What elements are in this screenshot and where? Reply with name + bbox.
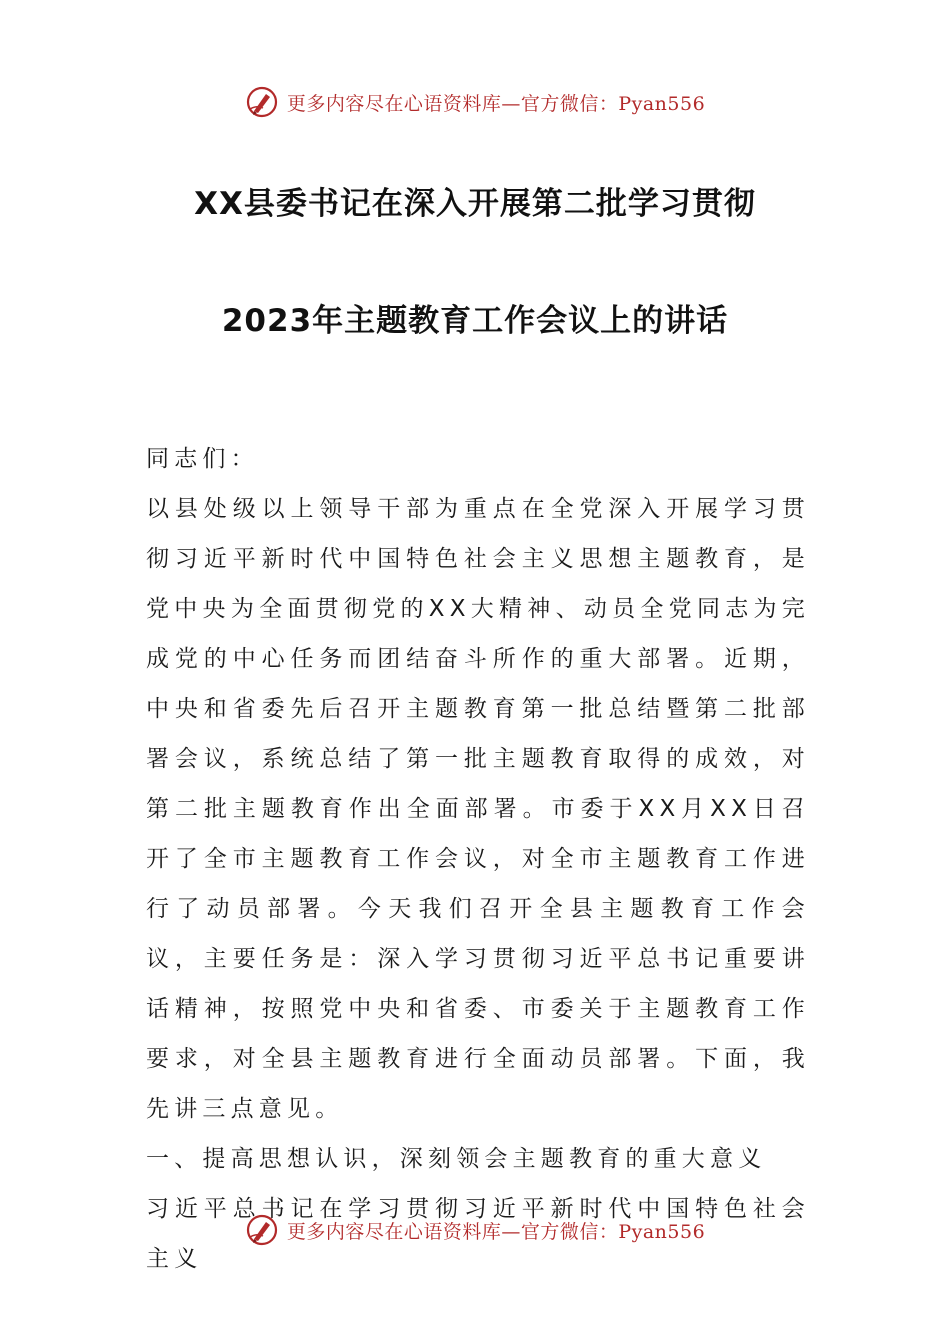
document-title-line2: 2023年主题教育工作会议上的讲话: [221, 303, 729, 339]
watermark-banner-bottom: [0, 1208, 950, 1252]
document-body: [146, 434, 810, 1284]
salutation: 同志们：: [146, 446, 259, 472]
watermark-text: 更多内容尽在心语资料库—官方微信：Pyan556: [286, 92, 706, 115]
section-heading: 一、提高思想认识，深刻领会主题教育的重大意义: [146, 1146, 767, 1172]
watermark-text: 更多内容尽在心语资料库—官方微信：Pyan556: [286, 1220, 706, 1243]
pen-circle-logo-icon: [245, 85, 279, 119]
watermark-banner-top: [0, 80, 950, 124]
document-title-line1: XX县委书记在深入开展第二批学习贯彻: [194, 186, 756, 222]
paragraph: 以县处级以上领导干部为重点在全党深入开展学习贯彻习近平新时代中国特色社会主义思想主题教育，是党中央为全面贯彻党的XX大精神、动员全党同志为完成党的中心任务而团结奋斗所作的重大部署。近期，中央和省委先后召开主题教育第一批总结暨第二批部署会议，系统总结了第一批主题教育取得的成效，对第二批主题教育作出全面部署。市委于XX月XX日召开了全市主题教育工作会议，对全市主题教育工作进行了动员部署。今天我们召开全县主题教育工作会议，主要任务是：深入学习贯彻习近平总书记重要讲话精神，按照党中央和省委、市委关于主题教育工作要求，对全县主题教育进行全面动员部署。下面，我先讲三点意见。: [146, 496, 810, 1122]
paragraph: 习近平总书记在学习贯彻习近平新时代中国特色社会主义: [146, 1196, 810, 1272]
pen-circle-logo-icon: [245, 1213, 279, 1247]
